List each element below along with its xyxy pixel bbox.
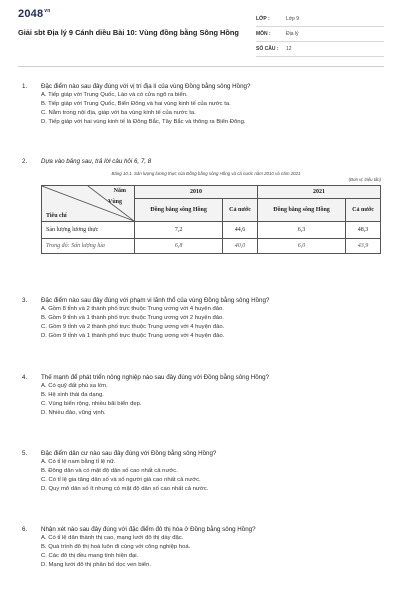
option-d: D. Gồm 9 tỉnh và 1 thành phố trực thuộc Trung ương với 4 huyện đảo. [41, 333, 225, 339]
meta-panel [256, 12, 384, 57]
table-cell: 7,2 [135, 222, 223, 239]
question-number: 1. [22, 83, 28, 90]
table-cell: 48,3 [346, 222, 381, 239]
corner-region-label: Vùng [107, 199, 122, 205]
question-head [22, 157, 384, 166]
option-b: B. Quá trình đô thị hoá luôn đi cùng với công nghiệp hoá. [41, 544, 191, 550]
question-number: 5. [22, 450, 28, 457]
option-a: A. Có tỉ lệ dân thành thị cao, mạng lưới đô thị dày đặc. [41, 535, 184, 541]
table-header-year: 2010 [135, 186, 258, 199]
option-d: D. Mạng lưới đô thị phân bố dọc ven biển. [41, 562, 151, 568]
table-subheader: Đồng bằng sông Hồng [135, 199, 223, 222]
question-text: Dựa vào bảng sau, trả lời câu hỏi 6, 7, 8 [41, 158, 152, 165]
question-1 [22, 82, 384, 127]
meta-value: Địa lý [286, 31, 299, 37]
meta-value: 12 [286, 46, 292, 52]
option-c: C. Vùng biển rộng, nhiều bãi biển đẹp. [41, 401, 142, 407]
table-header-year: 2021 [257, 186, 380, 199]
meta-label: LỚP : [256, 16, 270, 22]
question-text: Đặc điểm nào sau đây đúng với phạm vi lãnh thổ của vùng Đồng bằng sông Hồng? [41, 297, 270, 304]
option-a: A. Có quỹ đất phù sa lớn. [41, 383, 108, 389]
option-d: D. Quy mô dân số ít nhưng có mật độ dân số cao nhất cả nước. [41, 486, 209, 492]
header-divider [18, 66, 384, 67]
question-head [22, 525, 384, 534]
question-number: 6. [22, 526, 28, 533]
table-unit: (Đơn vị: triệu tấn) [348, 177, 381, 182]
question-5 [22, 449, 384, 494]
corner-year-label: Năm [113, 188, 126, 194]
question-4 [22, 373, 384, 418]
table-cell: 44,6 [223, 222, 258, 239]
question-head [22, 296, 384, 305]
option-b: B. Đông dân và có mật độ dân số cao nhất cả nước. [41, 468, 178, 474]
table-subheader: Đồng bằng sông Hồng [257, 199, 345, 222]
header [18, 8, 384, 60]
question-number: 3. [22, 297, 28, 304]
option-b: B. Hệ sinh thái đa dạng. [41, 392, 104, 398]
table-subheader: Cả nước [346, 199, 381, 222]
logo-suffix: vn [44, 8, 51, 14]
question-text: Nhận xét nào sau đây đúng với đặc điểm đô thị hóa ở Đồng bằng sông Hồng? [41, 526, 256, 533]
data-table [41, 185, 381, 254]
corner-criteria-label: Tiêu chí [46, 213, 67, 219]
question-text: Đặc điểm nào sau đây đúng với vị trí địa lí của vùng Đồng bằng sông Hồng? [41, 83, 251, 90]
option-a: A. Tiếp giáp với Trung Quốc, Lào và có cửa ngõ ra biển. [41, 92, 188, 98]
question-head [22, 82, 384, 91]
table-row-label: Sản lượng lương thực [42, 222, 135, 239]
option-a: A. Gồm 8 tỉnh và 2 thành phố trực thuộc Trung ương với 4 huyện đảo. [41, 306, 224, 312]
table-cell: 6,0 [257, 239, 345, 254]
question-text: Đặc điểm dân cư nào sau đây đúng với Đồng bằng sông Hồng? [41, 450, 217, 457]
option-c: C. Gồm 9 tỉnh và 2 thành phố trực thuộc Trung ương với 4 huyện đảo. [41, 324, 225, 330]
question-head [22, 373, 384, 382]
question-6 [22, 525, 384, 570]
option-a: A. Có tỉ lệ nam bằng tỉ lệ nữ. [41, 459, 116, 465]
table-caption: Bảng 10.1. Sản lượng lương thực của Đồng bằng sông Hồng và cả nước năm 2010 và năm 2021 [111, 171, 301, 176]
table-cell: 43,9 [346, 239, 381, 254]
logo-text: 2048 [18, 8, 44, 20]
option-d: D. Tiếp giáp với hai vùng kinh tế là Đông Bắc, Tây Bắc và thông ra Biển Đông. [41, 119, 246, 125]
option-b: B. Gồm 9 tỉnh và 1 thành phố trực thuộc Trung ương với 2 huyện đảo. [41, 315, 224, 321]
option-c: C. Có tỉ lệ gia tăng dân số và số người già cao nhất cả nước. [41, 477, 201, 483]
question-text: Thế mạnh để phát triển nông nghiệp nào sau đây đúng với Đồng bằng sông Hồng? [41, 374, 270, 381]
option-d: D. Nhiều đảo, vũng vịnh. [41, 410, 106, 416]
site-logo[interactable] [18, 8, 51, 20]
table-row-label: Trong đó: Sản lượng lúa [42, 239, 135, 254]
table-row [42, 222, 381, 239]
option-c: C. Các đô thị đều mang tính hiện đại. [41, 553, 139, 559]
table-corner-cell [42, 186, 135, 222]
option-b: B. Tiếp giáp với Trung Quốc, Biển Đông và hai vùng kinh tế của nước ta. [41, 101, 231, 107]
question-2 [22, 157, 384, 254]
meta-row-subject [256, 27, 384, 42]
table-cell: 6,8 [135, 239, 223, 254]
table-subheader: Cả nước [223, 199, 258, 222]
question-number: 4. [22, 374, 28, 381]
question-3 [22, 296, 384, 341]
meta-label: MÔN : [256, 31, 271, 37]
meta-row-count [256, 42, 384, 57]
meta-value: Lớp 9 [286, 16, 300, 22]
table-row [42, 239, 381, 254]
page-title: Giải sbt Địa lý 9 Cánh diều Bài 10: Vùng đồng bằng Sông Hồng [18, 28, 239, 37]
meta-row-class [256, 12, 384, 27]
question-number: 2. [22, 158, 28, 165]
table-cell: 6,3 [257, 222, 345, 239]
meta-label: SỐ CÂU : [256, 46, 279, 52]
question-head [22, 449, 384, 458]
table-cell: 40,0 [223, 239, 258, 254]
option-c: C. Nằm trong nội địa, giáp với ba vùng kinh tế của nước ta. [41, 110, 196, 116]
